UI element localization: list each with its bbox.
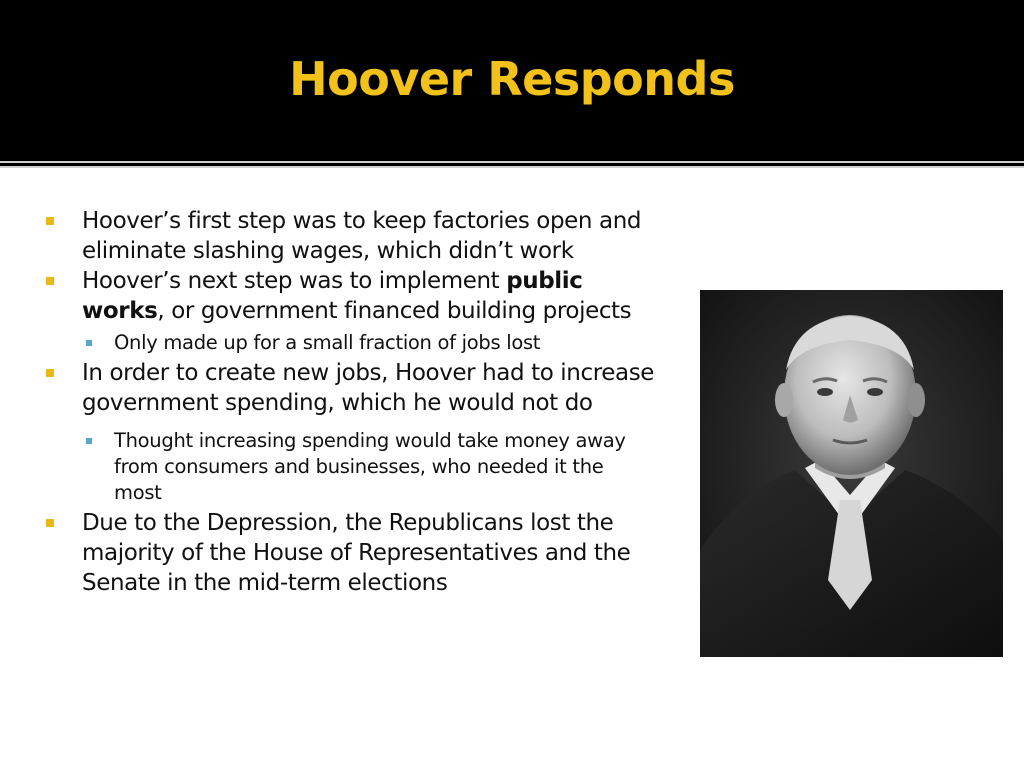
slide-title: Hoover Responds [289, 52, 735, 106]
sub-bullet-item [44, 428, 656, 506]
bullet-text: Due to the Depression, the Republicans lost the majority of the House of Representatives and the Senate in the mid-term elections [82, 510, 631, 596]
bullet-item [44, 206, 656, 266]
bullet-text: In order to create new jobs, Hoover had to increase government spending, which he would not do [82, 360, 655, 416]
bullet-text: Hoover’s first step was to keep factories open and eliminate slashing wages, which didn’t work [82, 208, 642, 264]
bullet-text-prefix: Hoover’s next step was to implement [82, 268, 507, 294]
bullet-square-icon [46, 217, 54, 225]
divider-line [0, 161, 1024, 163]
bullet-square-icon [46, 277, 54, 285]
bullet-square-icon [46, 519, 54, 527]
bullet-square-icon [46, 369, 54, 377]
sub-bullet-item [44, 330, 656, 356]
bullet-text-bold: public works [82, 268, 583, 324]
sub-bullet-square-icon [86, 438, 92, 444]
sub-bullet-text: Only made up for a small fraction of jobs lost [114, 331, 541, 354]
sub-bullet-square-icon [86, 340, 92, 346]
sub-bullet-text: Thought increasing spending would take money away from consumers and businesses, who needed it the most [114, 429, 626, 504]
bullet-item [44, 266, 656, 326]
bullet-item [44, 508, 656, 598]
title-band [0, 0, 1024, 160]
portrait-photo [700, 290, 1003, 657]
portrait-illustration [700, 290, 1003, 657]
slide-content [0, 168, 1024, 768]
bullet-text-suffix: , or government financed building projects [157, 298, 632, 324]
bullet-list [44, 206, 656, 598]
bullet-item [44, 358, 656, 418]
